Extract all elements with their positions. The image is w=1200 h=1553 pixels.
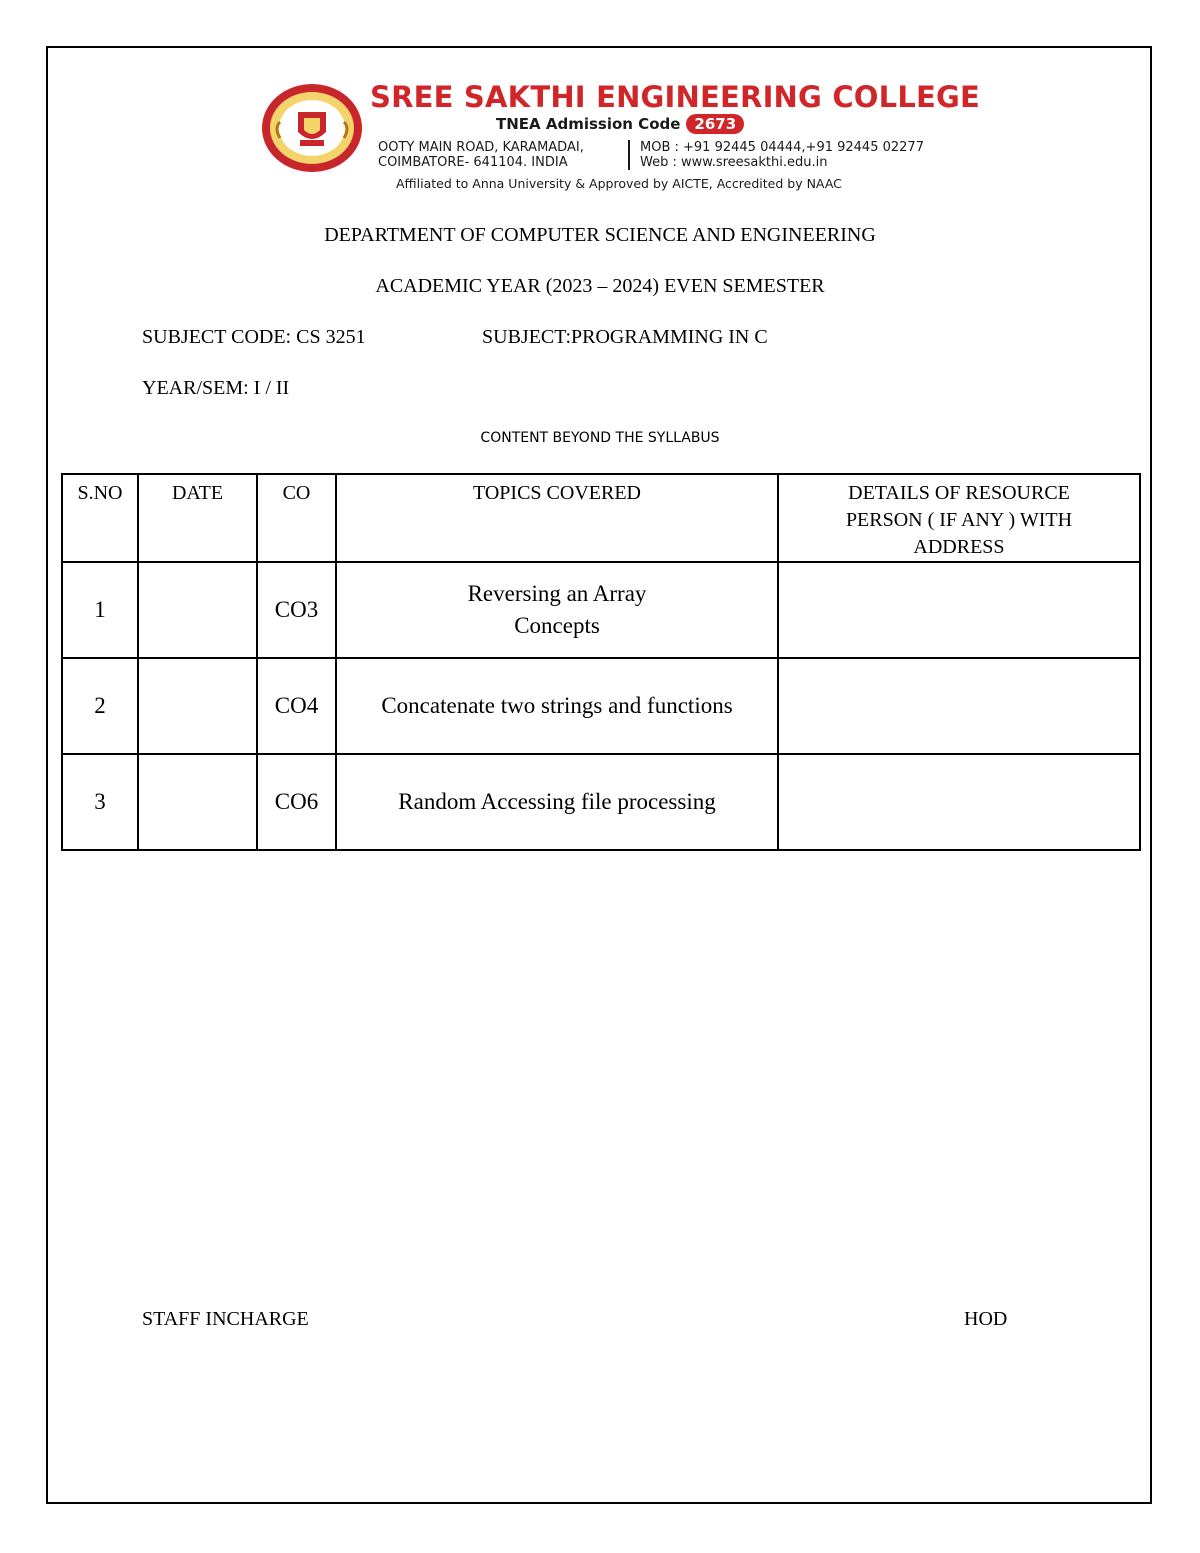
cell-resource: [778, 562, 1140, 658]
cell-date: [138, 754, 257, 850]
tnea-code-badge: 2673: [686, 114, 744, 134]
mobile-numbers: MOB : +91 92445 04444,+91 92445 02277: [640, 140, 924, 155]
college-name: SREE SAKTHI ENGINEERING COLLEGE: [370, 80, 981, 114]
address-line-1: OOTY MAIN ROAD, KARAMADAI,: [378, 140, 584, 155]
header-sno: S.NO: [62, 474, 138, 562]
academic-year: ACADEMIC YEAR (2023 – 2024) EVEN SEMESTER: [375, 275, 825, 297]
cell-co: CO4: [257, 658, 336, 754]
cell-resource: [778, 658, 1140, 754]
table-row: [62, 754, 1140, 850]
header-date: DATE: [138, 474, 257, 562]
cell-date: [138, 658, 257, 754]
affiliation-line: Affiliated to Anna University & Approved by AICTE, Accredited by NAAC: [396, 176, 842, 191]
table-header-row: [62, 474, 1140, 562]
cell-sno: 3: [62, 754, 138, 850]
header-topics: TOPICS COVERED: [336, 474, 778, 562]
staff-incharge-signature: STAFF INCHARGE: [142, 1308, 309, 1330]
college-address: [378, 140, 584, 170]
hod-signature: HOD: [964, 1308, 1008, 1330]
topic-line-2: Concepts: [514, 613, 600, 638]
tnea-admission: [496, 114, 744, 134]
cell-co: CO6: [257, 754, 336, 850]
content-beyond-syllabus-title: CONTENT BEYOND THE SYLLABUS: [480, 430, 720, 446]
address-line-2: COIMBATORE- 641104. INDIA: [378, 155, 568, 170]
cell-topic: Concatenate two strings and functions: [336, 658, 778, 754]
cell-sno: 1: [62, 562, 138, 658]
syllabus-table: [61, 473, 1141, 851]
subject-name: SUBJECT:PROGRAMMING IN C: [482, 326, 768, 348]
college-contact: [628, 140, 924, 170]
cell-co: CO3: [257, 562, 336, 658]
subject-code: SUBJECT CODE: CS 3251: [142, 326, 366, 348]
cell-resource: [778, 754, 1140, 850]
website: Web : www.sreesakthi.edu.in: [640, 155, 828, 170]
cell-topic: Random Accessing file processing: [336, 754, 778, 850]
department-title: DEPARTMENT OF COMPUTER SCIENCE AND ENGINEERING: [324, 224, 876, 246]
cell-topic: [336, 562, 778, 658]
header-resource: DETAILS OF RESOURCE PERSON ( IF ANY ) WITH ADDRESS: [778, 474, 1140, 562]
year-semester: YEAR/SEM: I / II: [142, 377, 290, 399]
table-row: [62, 658, 1140, 754]
tnea-label: TNEA Admission Code: [496, 115, 681, 133]
cell-date: [138, 562, 257, 658]
table-row: [62, 562, 1140, 658]
header-co: CO: [257, 474, 336, 562]
cell-sno: 2: [62, 658, 138, 754]
topic-line-1: Reversing an Array: [467, 581, 647, 606]
college-seal-logo: [260, 82, 364, 174]
